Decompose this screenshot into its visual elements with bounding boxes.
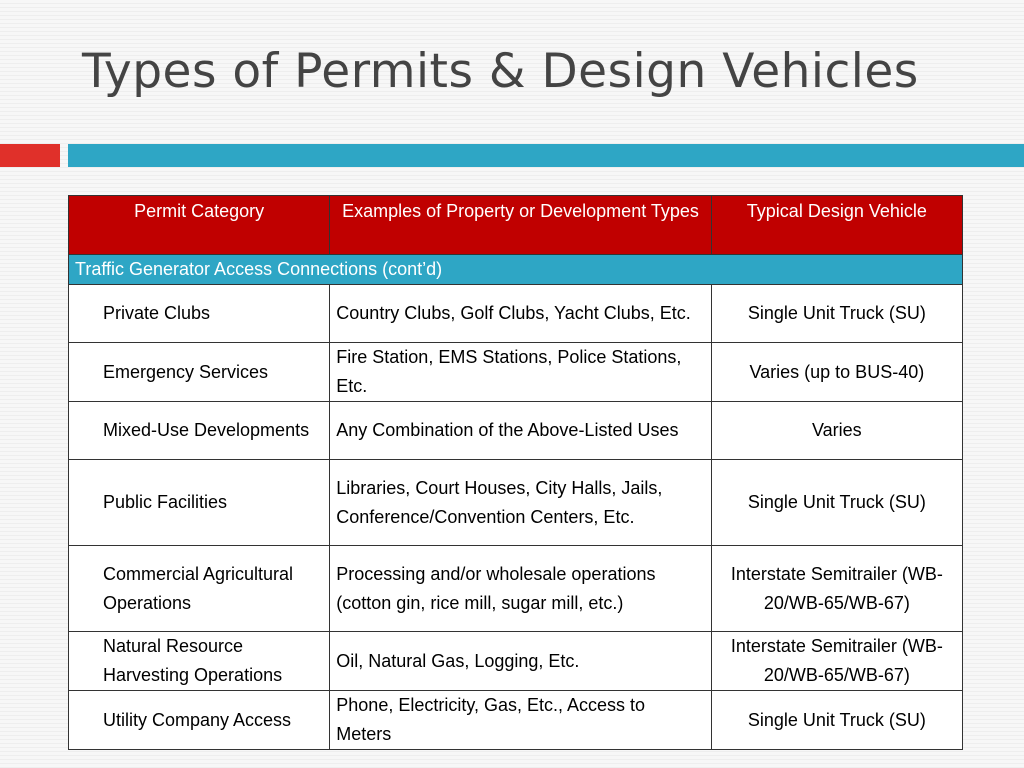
vehicle-cell: Varies (up to BUS-40) <box>711 343 962 402</box>
table-row <box>69 402 963 460</box>
slide-title: Types of Permits & Design Vehicles <box>82 44 919 99</box>
vehicle-cell: Single Unit Truck (SU) <box>711 460 962 546</box>
accent-bar-red <box>0 144 60 167</box>
vehicle-cell: Varies <box>711 402 962 460</box>
permit-table <box>68 195 963 750</box>
examples-cell: Oil, Natural Gas, Logging, Etc. <box>330 632 711 691</box>
table-row <box>69 632 963 691</box>
table-row <box>69 285 963 343</box>
table-row <box>69 691 963 750</box>
examples-cell: Country Clubs, Golf Clubs, Yacht Clubs, Etc. <box>330 285 711 343</box>
examples-cell: Processing and/or wholesale operations (cotton gin, rice mill, sugar mill, etc.) <box>330 546 711 632</box>
section-row <box>69 255 963 285</box>
category-cell: Mixed-Use Developments <box>69 402 330 460</box>
header-design-vehicle: Typical Design Vehicle <box>711 196 962 255</box>
category-cell: Natural Resource Harvesting Operations <box>69 632 330 691</box>
examples-cell: Libraries, Court Houses, City Halls, Jails, Conference/Convention Centers, Etc. <box>330 460 711 546</box>
examples-cell: Any Combination of the Above-Listed Uses <box>330 402 711 460</box>
category-cell: Private Clubs <box>69 285 330 343</box>
header-permit-category: Permit Category <box>69 196 330 255</box>
category-cell: Emergency Services <box>69 343 330 402</box>
accent-bar-blue <box>68 144 1024 167</box>
table-row <box>69 460 963 546</box>
table-row <box>69 343 963 402</box>
category-cell: Utility Company Access <box>69 691 330 750</box>
vehicle-cell: Single Unit Truck (SU) <box>711 691 962 750</box>
header-examples: Examples of Property or Development Types <box>330 196 711 255</box>
category-cell: Public Facilities <box>69 460 330 546</box>
vehicle-cell: Interstate Semitrailer (WB-20/WB-65/WB-67) <box>711 546 962 632</box>
table-row <box>69 546 963 632</box>
section-label: Traffic Generator Access Connections (cont’d) <box>69 255 963 285</box>
examples-cell: Fire Station, EMS Stations, Police Stations, Etc. <box>330 343 711 402</box>
category-cell: Commercial Agricultural Operations <box>69 546 330 632</box>
vehicle-cell: Single Unit Truck (SU) <box>711 285 962 343</box>
vehicle-cell: Interstate Semitrailer (WB-20/WB-65/WB-67) <box>711 632 962 691</box>
examples-cell: Phone, Electricity, Gas, Etc., Access to Meters <box>330 691 711 750</box>
table-header-row <box>69 196 963 255</box>
